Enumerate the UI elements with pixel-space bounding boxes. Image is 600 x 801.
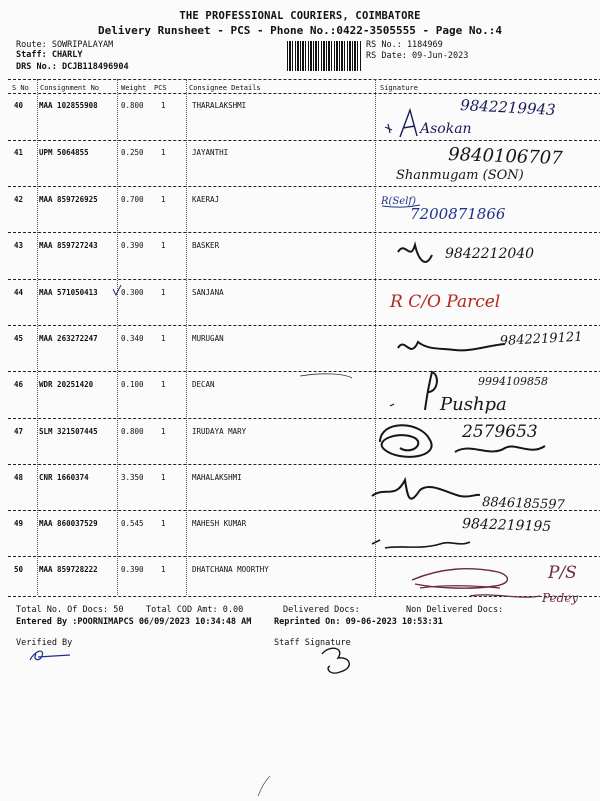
row-46-phone: 9994109858: [478, 375, 548, 388]
row-sno: 41: [14, 148, 24, 157]
col-header-signature: Signature: [380, 84, 418, 92]
row-sno: 49: [14, 519, 24, 528]
row-weight: 0.700: [121, 195, 144, 204]
row-40-phone: 9842219943: [459, 96, 557, 119]
row-pcs: 1: [161, 473, 166, 482]
row-consignment: MAA 859727243: [39, 241, 98, 250]
route-label: Route: SOWRIPALAYAM: [16, 40, 114, 50]
row-48-phone: 8846185597: [481, 495, 566, 513]
signature-scribble: [398, 245, 432, 262]
staff-label: Staff: CHARLY: [16, 50, 83, 60]
row-pcs: 1: [161, 148, 166, 157]
row-pcs: 1: [161, 565, 166, 574]
verified-signature: [30, 651, 70, 660]
row-44-note: R C/O Parcel: [390, 292, 501, 312]
row-pcs: 1: [161, 427, 166, 436]
row-consignee: BASKER: [192, 241, 220, 250]
runsheet-subtitle: Delivery Runsheet - PCS - Phone No.:0422-3505555 - Page No.:4: [98, 24, 502, 37]
rs-date: RS Date: 09-Jun-2023: [366, 51, 469, 61]
row-pcs: 1: [161, 288, 166, 297]
ink-mark: [390, 404, 394, 406]
row-consignee: MAHALAKSHMI: [192, 473, 242, 482]
row-consignment: WDR 20251420: [39, 380, 94, 389]
row-weight: 0.800: [121, 101, 144, 110]
row-pcs: 1: [161, 195, 166, 204]
row-weight: 0.800: [121, 427, 144, 436]
row-consignee: MAHESH KUMAR: [192, 519, 247, 528]
row-pcs: 1: [161, 380, 166, 389]
row-40-signature: Asokan: [420, 121, 472, 137]
col-header-consignee: Consignee Details: [189, 84, 261, 92]
row-pcs: 1: [161, 241, 166, 250]
row-42-phone: 7200871866: [410, 205, 506, 223]
row-50-signature: Pedey: [542, 591, 579, 605]
stray-line: [300, 374, 352, 378]
row-sno: 43: [14, 241, 24, 250]
row-49-phone: 9842219195: [461, 516, 552, 536]
strike-line: [470, 595, 540, 597]
signature-scribble: [398, 342, 505, 350]
row-46-signature: Pushpa: [440, 394, 507, 415]
row-consignment: UPM 5064855: [39, 148, 89, 157]
row-sno: 44: [14, 288, 24, 297]
ink-mark: [400, 110, 417, 137]
row-sno: 50: [14, 565, 24, 574]
staff-signature-label: Staff Signature: [274, 638, 351, 648]
row-consignee: MURUGAN: [192, 334, 224, 343]
signature-scribble: [372, 540, 470, 548]
row-sno: 42: [14, 195, 24, 204]
total-docs: Total No. Of Docs: 50: [16, 605, 124, 615]
tick-mark: [113, 285, 121, 295]
row-45-phone: 9842219121: [499, 329, 583, 349]
row-weight: 0.340: [121, 334, 144, 343]
row-sno: 46: [14, 380, 24, 389]
col-header-weight: Weight: [121, 84, 147, 92]
row-consignment: MAA 860037529: [39, 519, 98, 528]
row-consignment: MAA 102855908: [39, 101, 98, 110]
row-consignee: IRUDAYA MARY: [192, 427, 247, 436]
row-sno: 40: [14, 101, 24, 110]
row-consignment: MAA 859728222: [39, 565, 98, 574]
row-consignment: MAA 859726925: [39, 195, 98, 204]
col-header-consignment: Consignment No: [40, 84, 100, 92]
row-42-signature: R(Self): [381, 196, 416, 207]
row-consignment: CNR 1660374: [39, 473, 89, 482]
row-consignee: DHATCHANA MOORTHY: [192, 565, 269, 574]
row-weight: 3.350: [121, 473, 144, 482]
row-43-phone: 9842212040: [445, 246, 535, 262]
row-consignee: KAERAJ: [192, 195, 220, 204]
delivered-docs: Delivered Docs:: [283, 605, 360, 615]
row-weight: 0.300: [121, 288, 144, 297]
signature-scribble: [372, 480, 480, 499]
drs-number: DRS No.: DCJB118496904: [16, 62, 129, 72]
row-pcs: 1: [161, 334, 166, 343]
row-weight: 0.250: [121, 148, 144, 157]
row-weight: 0.100: [121, 380, 144, 389]
row-41-phone: 9840106707: [447, 144, 564, 169]
signature-scribble: [455, 446, 545, 452]
non-delivered-docs: Non Delivered Docs:: [406, 605, 504, 615]
col-header-pcs: PCS: [154, 84, 167, 92]
row-consignment: MAA 571050413: [39, 288, 98, 297]
row-sno: 45: [14, 334, 24, 343]
row-41-signature: Shanmugam (SON): [396, 168, 524, 183]
row-consignee: JAYANTHI: [192, 148, 229, 157]
col-header-sno: S No: [12, 84, 29, 92]
row-consignee: SANJANA: [192, 288, 224, 297]
row-sno: 48: [14, 473, 24, 482]
row-50-note: P/S: [548, 563, 577, 583]
reprinted-on: Reprinted On: 09-06-2023 10:53:31: [274, 617, 443, 627]
verified-by-label: Verified By: [16, 638, 73, 648]
signature-scribble: [380, 425, 432, 457]
rs-number: RS No.: 1184969: [366, 40, 443, 50]
row-47-phone: 2579653: [462, 422, 538, 442]
stray-mark: [258, 776, 270, 796]
row-weight: 0.545: [121, 519, 144, 528]
row-weight: 0.390: [121, 241, 144, 250]
row-sno: 47: [14, 427, 24, 436]
row-pcs: 1: [161, 101, 166, 110]
row-pcs: 1: [161, 519, 166, 528]
ink-mark: [385, 124, 392, 133]
total-cod: Total COD Amt: 0.00: [146, 605, 244, 615]
row-weight: 0.390: [121, 565, 144, 574]
company-title: THE PROFESSIONAL COURIERS, COIMBATORE: [179, 10, 421, 22]
staff-signature-mark: [322, 648, 349, 673]
entered-by: Entered By :POORNIMAPCS 06/09/2023 10:34:48 AM: [16, 617, 252, 627]
row-consignment: SLM 321507445: [39, 427, 98, 436]
row-consignee: THARALAKSHMI: [192, 101, 247, 110]
signature-scribble: [425, 372, 437, 410]
row-consignment: MAA 263272247: [39, 334, 98, 343]
row-consignee: DECAN: [192, 380, 215, 389]
